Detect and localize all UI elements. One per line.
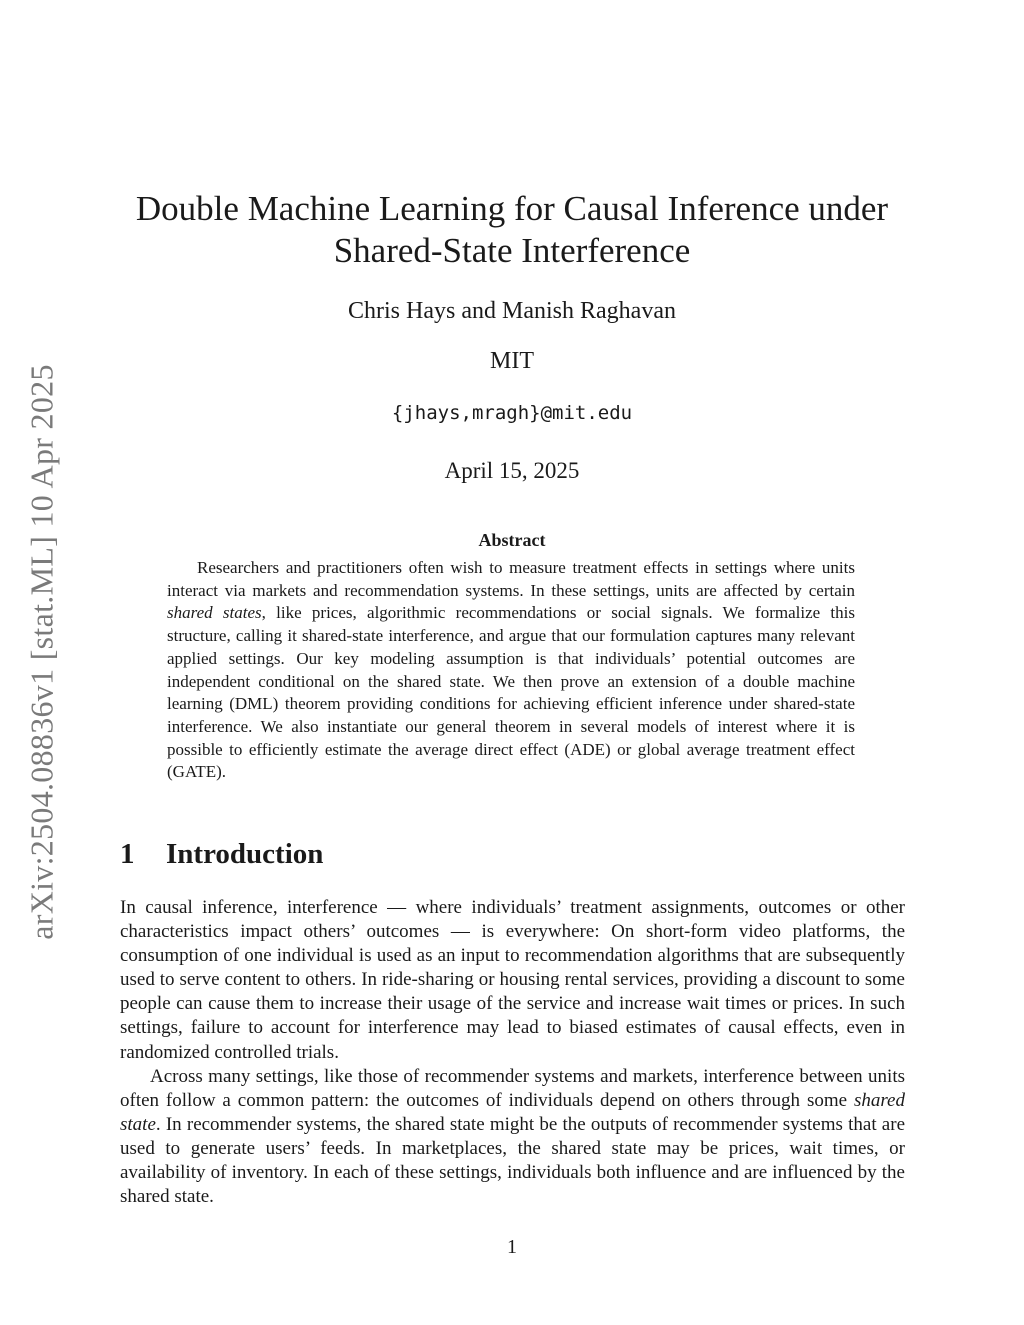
abstract-text-part1: Researchers and practitioners often wish to measure treatment effects in settings where units interact via markets and recommendation systems. In these settings, units are affected by certain xyxy=(167,558,855,600)
abstract-emphasis: shared states xyxy=(167,603,262,623)
intro-paragraph-2-part1: Across many settings, like those of recommender systems and markets, interference between units often follow a common pattern: the outcomes of individuals depend on others through some xyxy=(120,1066,905,1112)
intro-paragraph-2 xyxy=(120,1065,905,1210)
title-line-2: Shared-State Interference xyxy=(333,231,691,270)
arxiv-identifier-stamp: arXiv:2504.08836v1 [stat.ML] 10 Apr 2025 xyxy=(23,364,60,940)
section-heading-introduction xyxy=(120,838,323,871)
abstract-text-part2: , like prices, algorithmic recommendations or social signals. We formalize this structure, calling it shared-state interference, and argue that our formulation captures many relevant applied settings. Our key modeling assumption is that individuals’ potential outcomes are independent conditional on the shared state. We then prove an extension of a double machine learning (DML) theorem providing conditions for achieving efficient inference under shared-state interference. We also instantiate our general theorem in several models of interest where it is possible to efficiently estimate the average direct effect (ADE) or global average treatment effect (GATE). xyxy=(167,603,855,782)
page-number: 1 xyxy=(507,1236,517,1258)
email-address: {jhays,mragh}@mit.edu xyxy=(391,402,633,424)
title-line-1: Double Machine Learning for Causal Inference under xyxy=(135,189,889,228)
paper-title xyxy=(100,188,924,272)
affiliation: MIT xyxy=(490,348,534,374)
intro-paragraph-1: In causal inference, interference — where individuals’ treatment assignments, outcomes or other characteristics impact others’ outcomes — is everywhere: On short-form video platforms, the consumption of one individual is used as an input to recommendation algorithms that are subsequently used to serve content to others. In ride-sharing or housing rental services, providing a discount to some people can cause them to increase their usage of the service and increase wait times or prices. In such settings, failure to account for interference may lead to biased estimates of causal effects, even in randomized controlled trials. xyxy=(120,897,905,1063)
section-number: 1 xyxy=(120,838,135,870)
abstract-heading: Abstract xyxy=(478,530,546,550)
publication-date: April 15, 2025 xyxy=(444,458,580,483)
intro-paragraph-2-part2: . In recommender systems, the shared state might be the outputs of recommender systems that are used to generate users’ feeds. In marketplaces, the shared state may be prices, wait times, or availability of inventory. In each of these settings, individuals both influence and are influenced by the shared state. xyxy=(120,1114,905,1208)
section-title: Introduction xyxy=(166,838,324,870)
abstract-text xyxy=(167,557,855,784)
intro-paragraph-2-emphasis: shared state xyxy=(120,1090,905,1136)
authors: Chris Hays and Manish Raghavan xyxy=(348,298,676,324)
